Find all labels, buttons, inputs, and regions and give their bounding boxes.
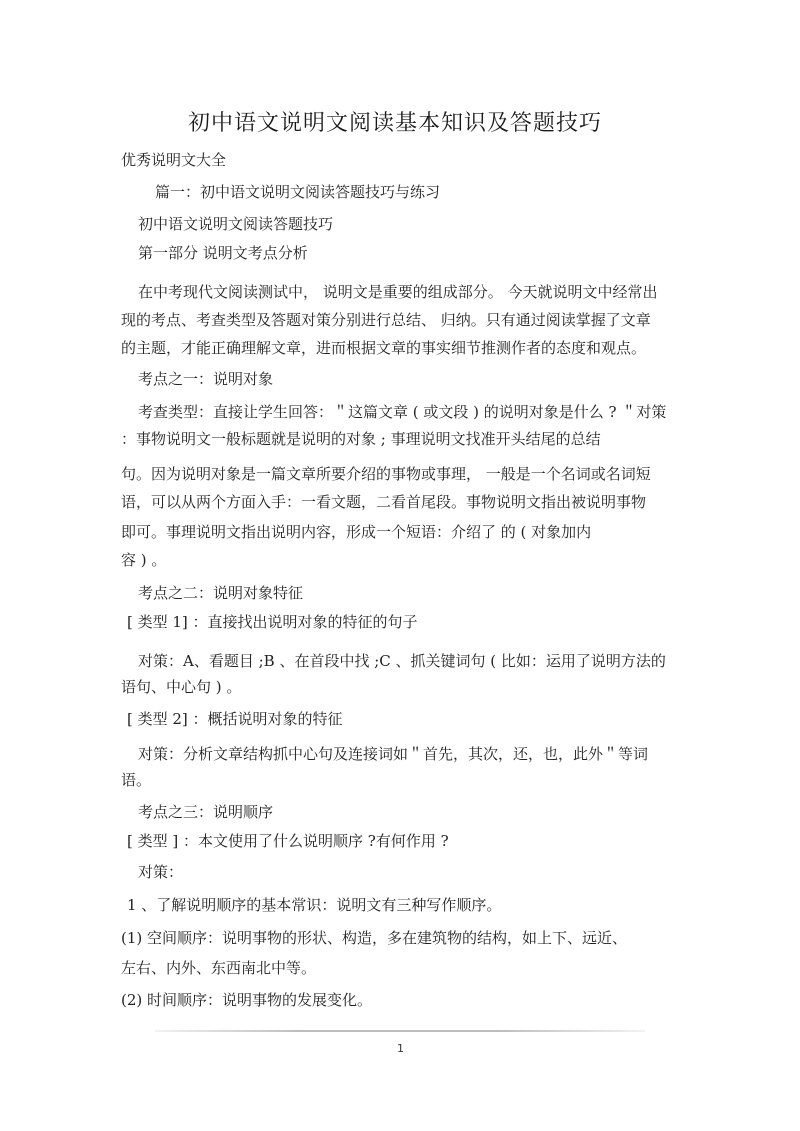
text-line: (2) 时间顺序：说明事物的发展变化。 <box>121 991 373 1009</box>
text-line: 容 ) 。 <box>121 551 167 569</box>
text-line: 对策： <box>138 863 184 881</box>
text-line: 的主题，才能正确理解文章，进而根据文章的事实细节推测作者的态度和观点。 <box>121 339 647 357</box>
text-line: 在中考现代文阅读测试中， 说明文是重要的组成部分。 今天就说明文中经常出 <box>138 283 658 301</box>
text-line: 语，可以从两个方面入手：一看文题，二看首尾段。事物说明文指出被说明事物 <box>121 493 647 511</box>
page-title: 初中语文说明文阅读基本知识及答题技巧 <box>188 111 603 136</box>
text-line: 考查类型：直接让学生回答：＂这篇文章 ( 或文段 ) 的说明对象是什么 ? ＂对策 <box>138 403 667 421</box>
text-line: 语。 <box>121 771 152 789</box>
text-line: 考点之二：说明对象特征 <box>138 584 304 602</box>
text-line: 第一部分 说明文考点分析 <box>138 244 308 262</box>
text-line: 即可。事理说明文指出说明内容，形成一个短语：介绍了 的 ( 对象加内 <box>121 523 592 541</box>
text-line: [ 类型 1] ：直接找出说明对象的特征的句子 <box>127 613 418 631</box>
text-line: (1) 空间顺序：说明事物的形状、构造，多在建筑物的结构，如上下、远近、 <box>121 929 628 947</box>
text-line: 初中语文说明文阅读答题技巧 <box>138 215 334 233</box>
subtitle: 优秀说明文大全 <box>121 151 227 169</box>
footer-divider <box>155 1030 645 1032</box>
text-line: 1 、了解说明顺序的基本常识：说明文有三种写作顺序。 <box>127 896 502 914</box>
text-line: [ 类型 2] ：概括说明对象的特征 <box>127 710 343 728</box>
text-line: 考点之三：说明顺序 <box>138 803 274 821</box>
text-line: 考点之一：说明对象 <box>138 370 274 388</box>
text-line: 对策：分析文章结构抓中心句及连接词如＂首先，其次，还，也，此外＂等词 <box>138 745 649 763</box>
text-line: [ 类型 ] ：本文使用了什么说明顺序 ?有何作用 ? <box>127 832 449 850</box>
text-line: 对策：A、看题目 ;B 、在首段中找 ;C 、抓关键词句 ( 比如：运用了说明方法的 <box>138 652 666 670</box>
text-line: ：事物说明文一般标题就是说明的对象 ; 事理说明文找准开头结尾的总结 <box>121 430 601 448</box>
text-line: 现的考点、考查类型及答题对策分别进行总结、 归纳。只有通过阅读掌握了文章 <box>121 311 651 329</box>
text-line: 篇一：初中语文说明文阅读答题技巧与练习 <box>155 183 441 201</box>
text-line: 左右、内外、东西南北中等。 <box>121 959 317 977</box>
text-line: 句。因为说明对象是一篇文章所要介绍的事物或事理， 一般是一个名词或名词短 <box>121 465 651 483</box>
text-line: 语句、中心句 ) 。 <box>121 678 242 696</box>
page-number: 1 <box>397 1042 404 1055</box>
